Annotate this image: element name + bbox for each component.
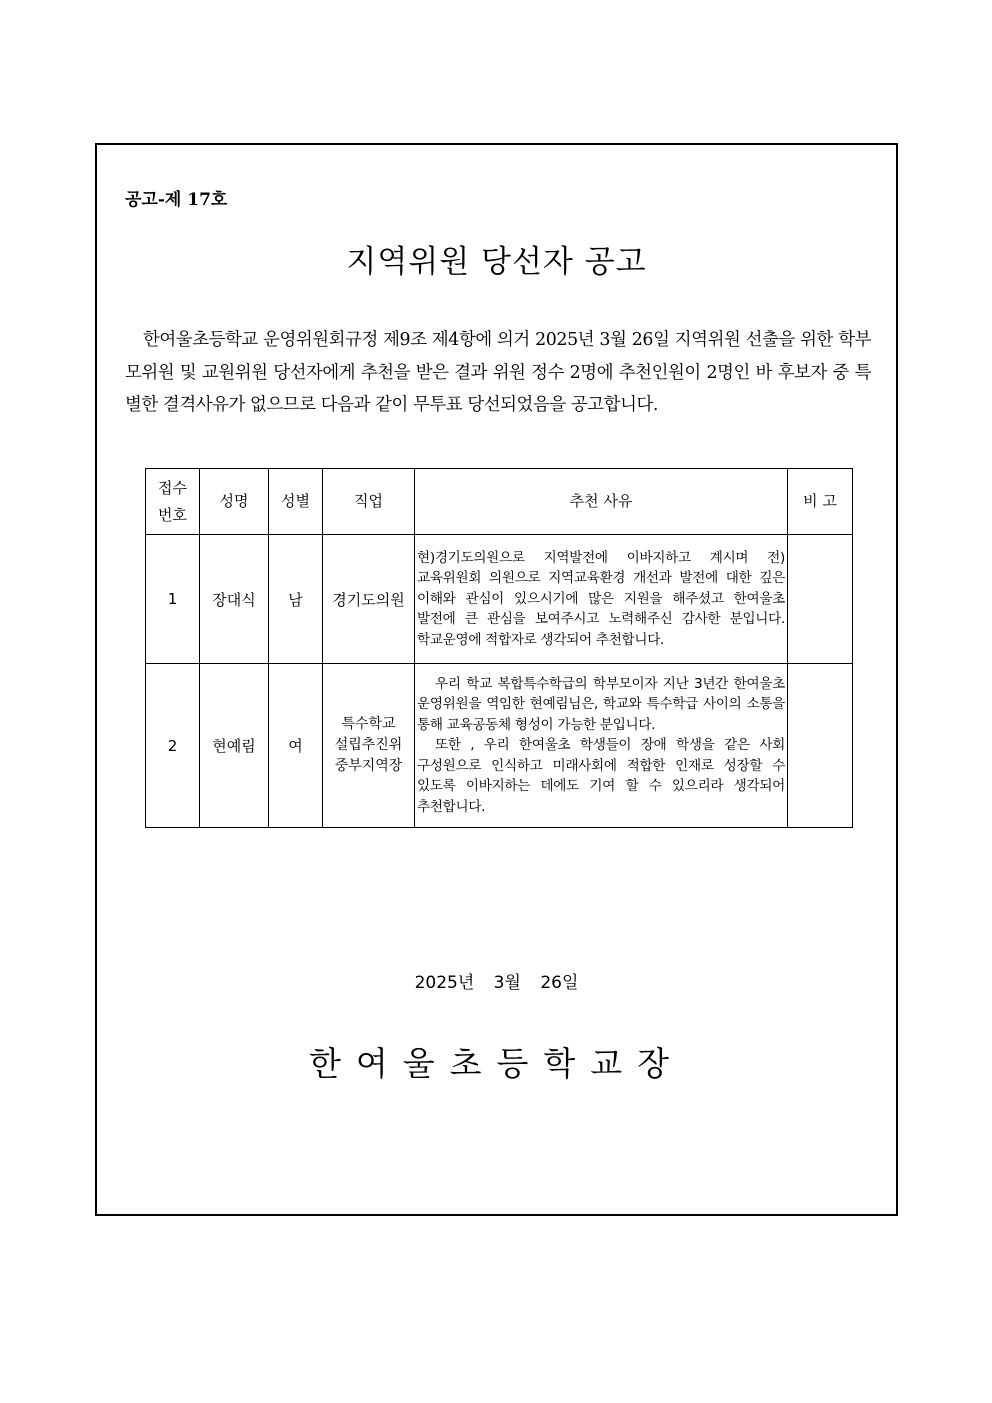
cell-note xyxy=(788,664,853,828)
cell-no: 1 xyxy=(146,535,200,664)
header-gender: 성별 xyxy=(269,469,323,535)
notice-date: 2025년 3월 26일 xyxy=(414,973,579,993)
table-row xyxy=(146,664,853,828)
cell-reason xyxy=(415,535,788,664)
notice-number: 공고-제 17호 xyxy=(125,190,228,210)
candidates-table xyxy=(145,468,853,828)
header-receipt-no-line2: 번호 xyxy=(158,505,187,524)
cell-reason xyxy=(415,664,788,828)
job-line: 중부지역장 xyxy=(334,758,403,774)
signer-name: 한여울초등학교장 xyxy=(308,1044,685,1083)
cell-gender: 남 xyxy=(269,535,323,664)
table-header-row xyxy=(146,469,853,535)
cell-name: 장대식 xyxy=(200,535,269,664)
job-line: 설립추진위 xyxy=(334,737,403,753)
reason-paragraph: 또한 , 우리 한여울초 학생들이 장애 학생을 같은 사회 구성원으로 인식하고 미래사회에 적합한 인재로 성장할 수 있도록 이바지하는 데에도 기여 할 수 있으리라 생각되어 추천합니다. xyxy=(417,737,785,815)
cell-job: 경기도의원 xyxy=(323,535,415,664)
table-row xyxy=(146,535,853,664)
header-job: 직업 xyxy=(323,469,415,535)
header-note: 비 고 xyxy=(788,469,853,535)
page-title: 지역위원 당선자 공고 xyxy=(346,244,647,280)
cell-gender: 여 xyxy=(269,664,323,828)
header-receipt-no xyxy=(146,469,200,535)
cell-name: 현예림 xyxy=(200,664,269,828)
job-line: 특수학교 xyxy=(341,716,396,732)
cell-job xyxy=(323,664,415,828)
header-name: 성명 xyxy=(200,469,269,535)
reason-paragraph: 현)경기도의원으로 지역발전에 이바지하고 계시며 전)교육위원회 의원으로 지역교육환경 개선과 발전에 대한 깊은 이해와 관심이 있으시기에 많은 지원을 해주셨고 한여울초 발전에 큰 관심을 보여주시고 노력해주신 감사한 분입니다. 학교운영에 적합자로 생각되어 추천합니다. xyxy=(417,549,785,648)
intro-paragraph: 한여울초등학교 운영위원회규정 제9조 제4항에 의거 2025년 3월 26일 지역위원 선출을 위한 학부모위원 및 교원위원 당선자에게 추천을 받은 결과 위원 정수 2명에 추천인원이 2명인 바 후보자 중 특별한 결격사유가 없으므로 다음과 같이 무투표 당선되었음을 공고합니다. xyxy=(125,330,871,415)
cell-no: 2 xyxy=(146,664,200,828)
cell-note xyxy=(788,535,853,664)
header-receipt-no-line1: 접수 xyxy=(158,478,187,497)
reason-paragraph: 우리 학교 복합특수학급의 학부모이자 지난 3년간 한여울초 운영위원을 역임한 현예림님은, 학교와 특수학급 사이의 소통을 통해 교육공동체 형성이 가능한 분입니다. xyxy=(417,676,785,733)
header-reason: 추천 사유 xyxy=(415,469,788,535)
